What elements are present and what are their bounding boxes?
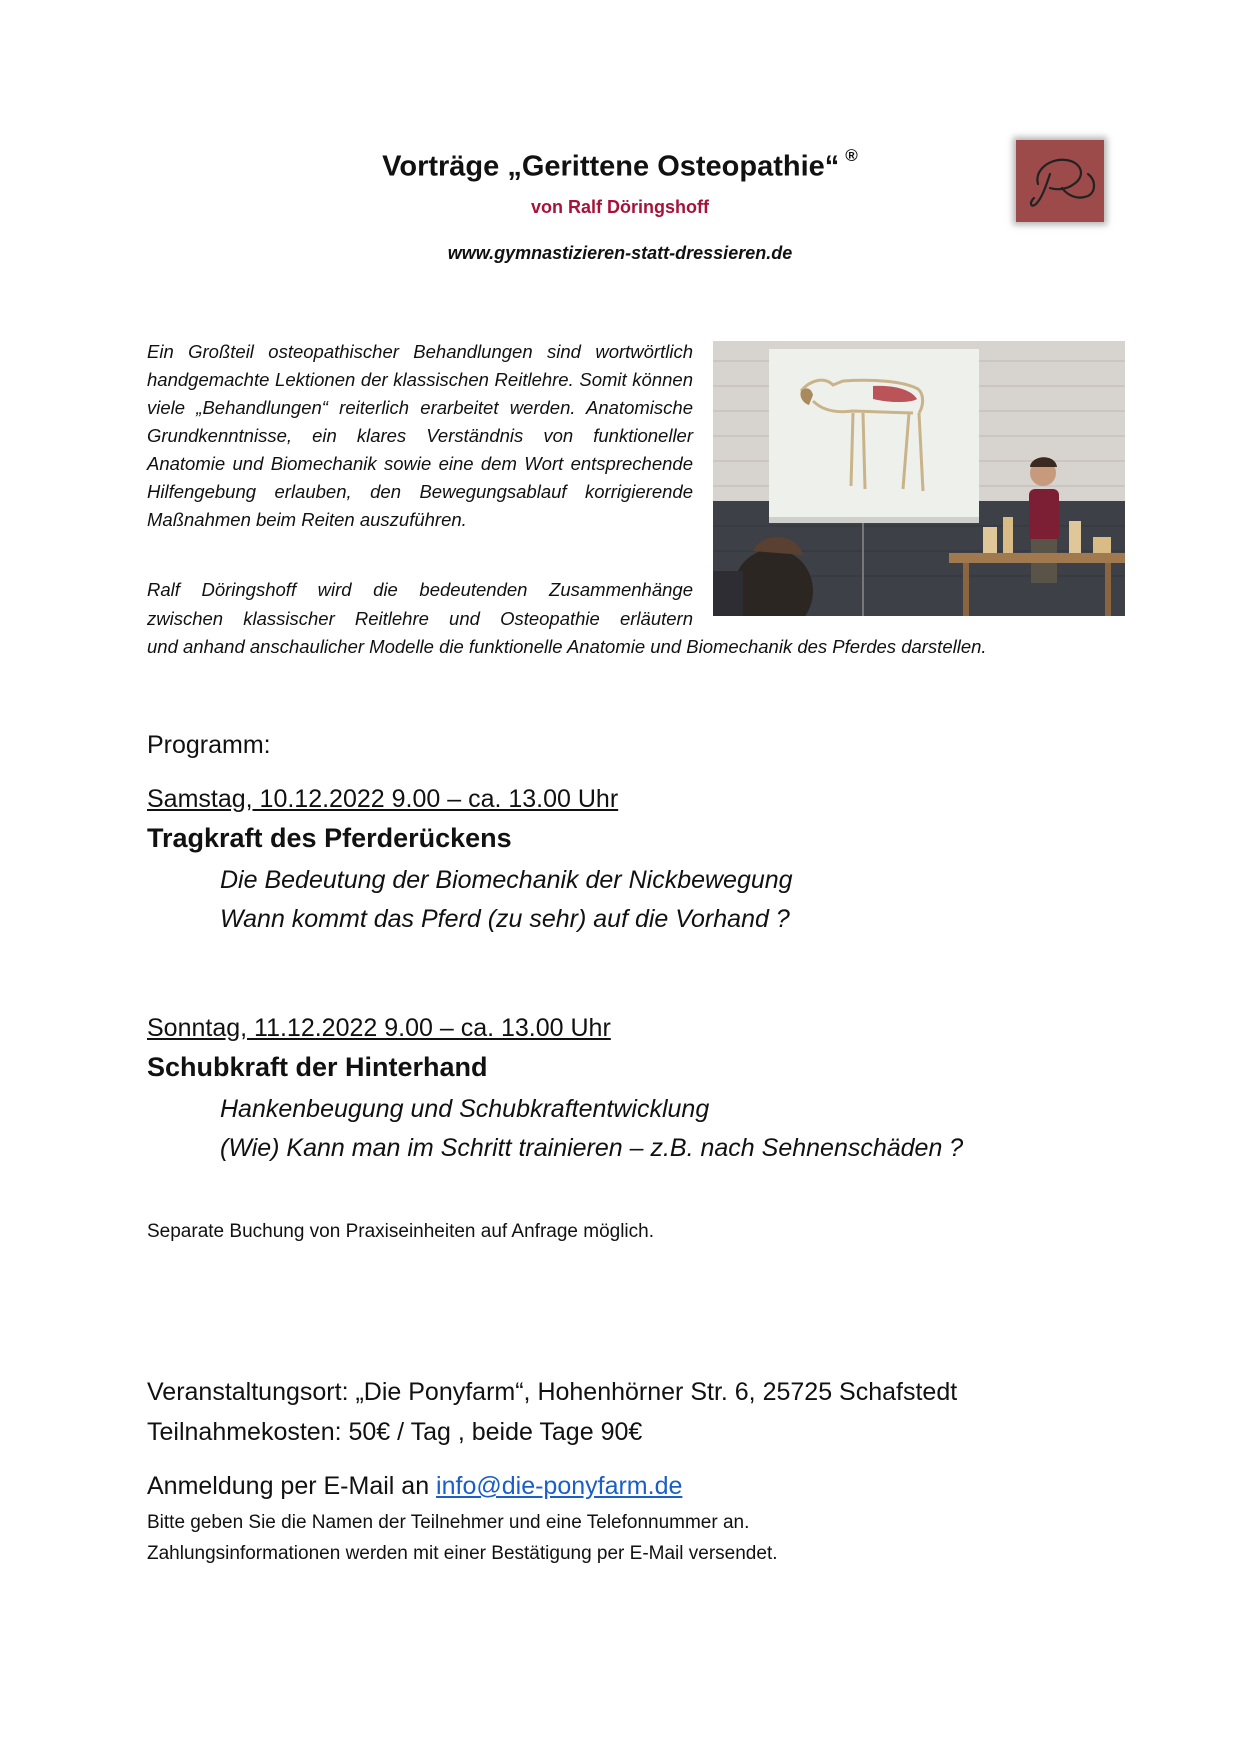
day2-point-1: Hankenbeugung und Schubkraftentwicklung xyxy=(220,1095,710,1123)
info-line-1: Bitte geben Sie die Namen der Teilnehmer und eine Telefonnummer an. xyxy=(147,1512,750,1533)
practice-note: Separate Buchung von Praxiseinheiten auf Anfrage möglich. xyxy=(147,1221,654,1242)
registration-label: Anmeldung per E-Mail an xyxy=(147,1472,430,1500)
day2-point-2: (Wie) Kann man im Schritt trainieren – z.B. nach Sehnenschäden ? xyxy=(220,1134,964,1162)
intro-paragraph: Ein Großteil osteopathischer Behandlungen sind wortwörtlich handgemachte Lektionen der klassischen Reitlehre. Somit können viele „Behandlungen“ reiterlich erarbeitet werden. Anatomische Grundkenntnisse, ein klares Verständnis von funktioneller Anatomie und Biomechanik sowie eine dem Wort entsprechende Hilfengebung erlauben, den Bewegungsablauf korrigierende Maßnahmen beim Reiten auszuführen. xyxy=(147,341,693,530)
lecture-photo xyxy=(713,341,1125,616)
info-line-2: Zahlungsinformationen werden mit einer Bestätigung per E-Mail versendet. xyxy=(147,1543,778,1564)
intro-paragraph-2-line1: Ralf Döringshoff wird die bedeutenden Zusammenhänge xyxy=(147,579,693,600)
title-text: Vorträge „Gerittene Osteopathie“ xyxy=(382,150,840,183)
program-heading: Programm: xyxy=(147,731,271,759)
author-subtitle: von Ralf Döringshoff xyxy=(531,197,709,217)
day2-date: Sonntag, 11.12.2022 9.00 – ca. 13.00 Uhr xyxy=(147,1014,611,1042)
intro-paragraph-2-line2: zwischen klassischer Reitlehre und Osteopathie erläutern xyxy=(147,607,693,629)
signature-logo-icon xyxy=(1016,140,1104,222)
registered-mark: ® xyxy=(845,146,858,165)
day1-topic: Tragkraft des Pferderückens xyxy=(147,823,512,853)
registration-email-link[interactable]: info@die-ponyfarm.de xyxy=(436,1472,683,1500)
day1-date: Samstag, 10.12.2022 9.00 – ca. 13.00 Uhr xyxy=(147,785,619,813)
day1-point-2: Wann kommt das Pferd (zu sehr) auf die Vorhand ? xyxy=(220,905,790,933)
intro-paragraph-2-continued: und anhand anschaulicher Modelle die funktionelle Anatomie und Biomechanik des Pferdes darstellen. xyxy=(147,636,987,657)
day2-topic: Schubkraft der Hinterhand xyxy=(147,1052,488,1082)
website-url: www.gymnastizieren-statt-dressieren.de xyxy=(447,243,793,263)
registration-line xyxy=(147,1472,682,1501)
venue-line: Veranstaltungsort: „Die Ponyfarm“, Hohenhörner Str. 6, 25725 Schafstedt xyxy=(147,1378,958,1406)
intro-paragraph-2 xyxy=(147,576,693,633)
lecture-photo-image xyxy=(713,341,1125,616)
cost-line: Teilnahmekosten: 50€ / Tag , beide Tage 90€ xyxy=(147,1418,643,1446)
day1-point-1: Die Bedeutung der Biomechanik der Nickbewegung xyxy=(220,866,793,894)
logo xyxy=(1016,140,1104,222)
